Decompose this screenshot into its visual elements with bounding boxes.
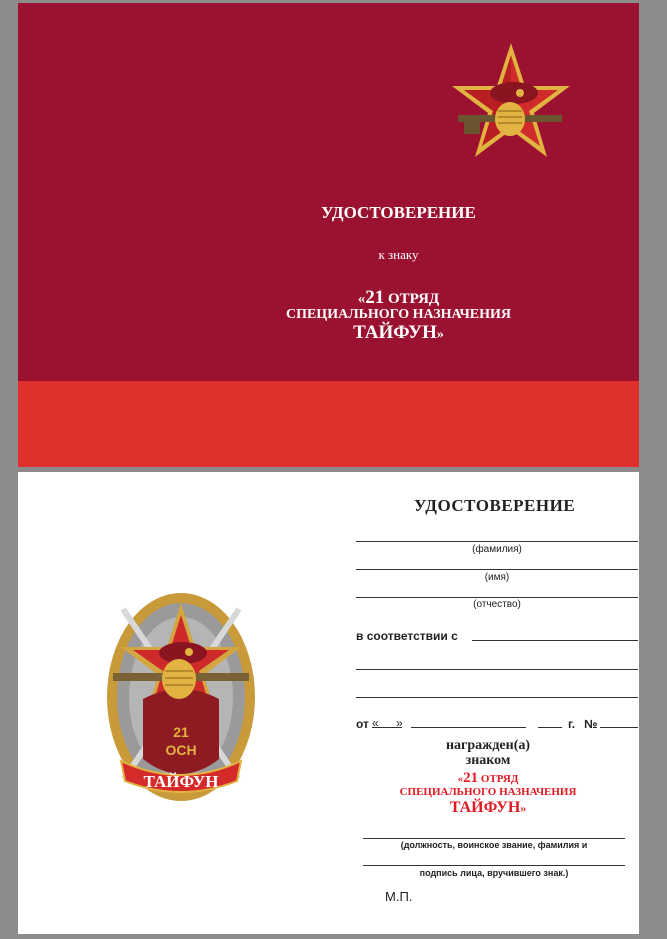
- name-line[interactable]: [356, 569, 638, 570]
- cover-title: УДОСТОВЕРЕНИЕ: [321, 203, 476, 222]
- cover-subtitle: к знаку: [378, 247, 419, 262]
- accordance-label: в соответствии с: [356, 629, 458, 643]
- badge-abbr: ОСН: [165, 742, 197, 758]
- quote-close: »: [436, 326, 444, 342]
- badge-ribbon-text: ТАЙФУН: [143, 772, 219, 791]
- cover-unit-name: [18, 288, 639, 343]
- badge-unit-number: 21: [463, 770, 479, 786]
- inner-title: УДОСТОВЕРЕНИЕ: [414, 496, 576, 515]
- patronymic-caption: (отчество): [473, 599, 521, 610]
- name-caption: (имя): [484, 572, 510, 583]
- star-fist-emblem-icon: [450, 41, 572, 163]
- badge-quote-close: »: [520, 801, 527, 815]
- signature-caption-1: (должность, воинское звание, фамилия и: [400, 840, 588, 850]
- awarded-line2: знаком: [465, 753, 511, 768]
- number-line[interactable]: [600, 727, 638, 728]
- unit-word: ОТРЯД: [384, 291, 440, 307]
- badge-unit-line3: ТАЙФУН: [449, 799, 521, 816]
- accordance-line[interactable]: [472, 640, 638, 641]
- stamp-label: М.П.: [385, 889, 413, 904]
- awarded-text: [398, 738, 578, 768]
- accordance-line-3[interactable]: [356, 697, 638, 698]
- signature-line-1[interactable]: [363, 838, 625, 839]
- from-label: от: [356, 717, 369, 731]
- unit-line3: ТАЙФУН: [353, 321, 437, 343]
- accordance-line-2[interactable]: [356, 669, 638, 670]
- month-line[interactable]: [411, 727, 526, 728]
- certificate-cover: [18, 3, 639, 467]
- year-label: г.: [568, 717, 576, 731]
- unit-line2: СПЕЦИАЛЬНОГО НАЗНАЧЕНИЯ: [285, 306, 512, 322]
- certificate-form: [18, 472, 639, 934]
- year-line[interactable]: [538, 727, 562, 728]
- badge-quote-open: «: [457, 773, 464, 785]
- date-quote-close: »: [396, 716, 403, 730]
- unit-number: 21: [365, 287, 385, 308]
- certificate-inner-page: [18, 472, 639, 934]
- badge-number: 21: [173, 724, 189, 740]
- badge-unit-word: ОТРЯД: [478, 773, 519, 785]
- awarded-line1: награжден(а): [445, 738, 531, 753]
- signature-line-2[interactable]: [363, 865, 625, 866]
- date-quote-open: «: [372, 716, 379, 730]
- cover-stripe: [18, 381, 639, 467]
- surname-caption: (фамилия): [472, 544, 522, 555]
- signature-caption-2: подпись лица, вручившего знак.): [419, 868, 569, 878]
- number-label: №: [584, 717, 598, 731]
- badge-unit-line2: СПЕЦИАЛЬНОГО НАЗНАЧЕНИЯ: [399, 786, 577, 798]
- patronymic-line[interactable]: [356, 597, 638, 598]
- surname-line[interactable]: [356, 541, 638, 542]
- quote-open: «: [357, 291, 366, 307]
- badge-unit-name: [378, 772, 598, 817]
